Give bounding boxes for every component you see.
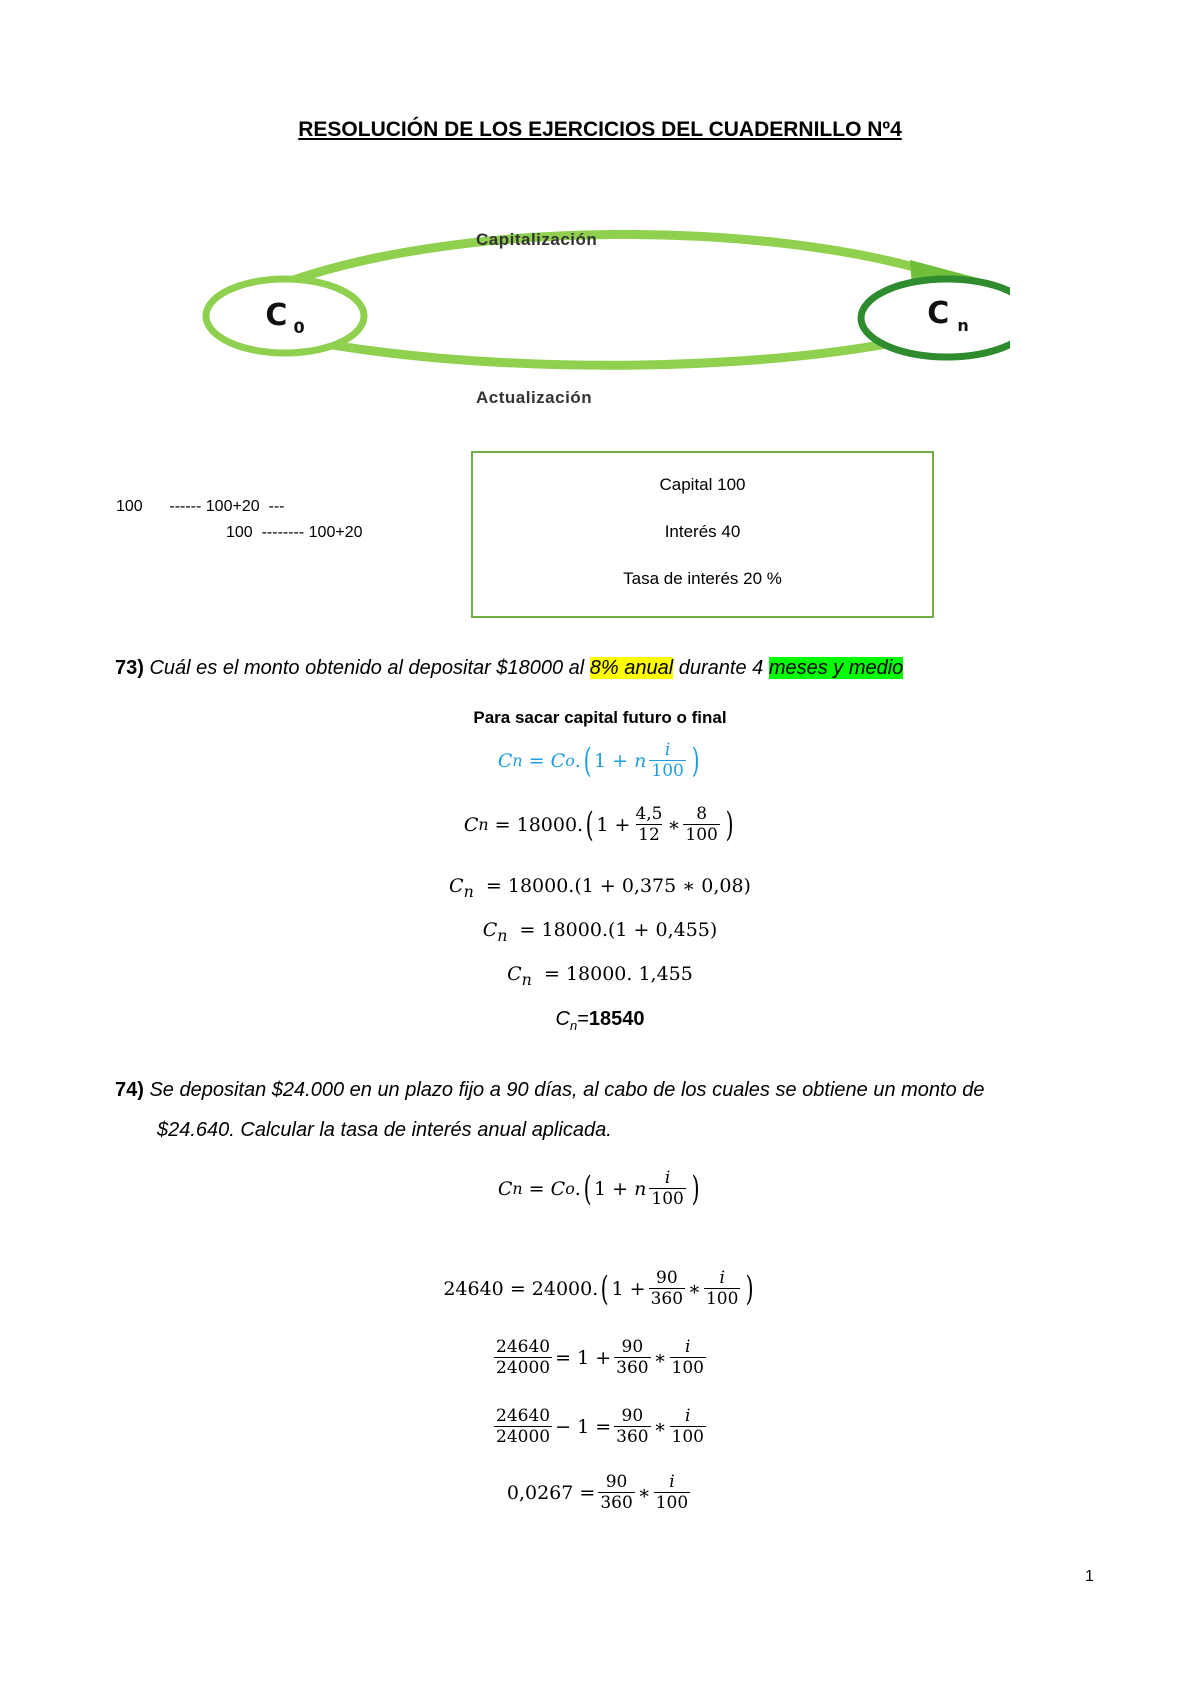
- q74-step-3: $\frac{24640}{24000}$ − 1 = $\frac{90}{360}$ ∗ $\frac{i}{100}$: [496, 1406, 704, 1447]
- capitalizacion-label: Capitalización: [476, 230, 598, 249]
- q74-number: 74): [115, 1079, 144, 1101]
- question-74: [115, 1070, 1105, 1110]
- c0-label-sub: 0: [293, 318, 305, 337]
- q73-step-5: $C_n = 18000$. 1,455: [507, 963, 693, 989]
- q73-subtitle: Para sacar capital futuro o final: [473, 708, 727, 727]
- q73-step-4: $C_n = 18000.(1 + 0,455)$: [482, 919, 718, 945]
- cn-label-sub: n: [957, 316, 969, 335]
- q73-number: 73): [115, 657, 144, 679]
- box-interes: Interés 40: [664, 522, 741, 541]
- flow-line-2: 100 -------- 100+20: [226, 524, 363, 541]
- q73-result: $C_n=18540$: [555, 1008, 645, 1033]
- q74-step-4: 0,0267 = $\frac{90}{360}$ ∗ $\frac{i}{100}$: [506, 1472, 689, 1513]
- bottom-arrow-arc: [290, 335, 930, 365]
- box-capital: Capital 100: [659, 475, 746, 494]
- top-arrow-arc: [285, 234, 935, 283]
- capital-info-box: [471, 451, 934, 618]
- q73-step-3: $C_n = 18000.(1 + 0,375$ ∗ 0,08): [449, 875, 751, 901]
- box-tasa: Tasa de interés 20 %: [623, 569, 782, 588]
- q73-step-2: C n = 18000. ( 1 + $\frac{4,5}{12}$ ∗ $\frac{8}{100}$ ): [463, 804, 734, 845]
- q73-text-a: Cuál es el monto obtenido al depositar $18000 al: [149, 657, 590, 679]
- q73-result-value: 18540: [588, 1008, 645, 1030]
- c0-label-main: C: [265, 298, 288, 333]
- question-73: [115, 648, 1105, 688]
- actualizacion-label: Actualización: [476, 388, 593, 407]
- q73-formula: C n = C o . ( 1 + n $\frac{i}{100}$ ): [497, 740, 700, 781]
- page-number: 1: [1085, 1568, 1094, 1585]
- q74-step-1: 24640 = 24000. ( 1 + $\frac{90}{360}$ ∗ $\frac{i}{100}$ ): [443, 1268, 755, 1309]
- q73-highlight-period: meses y medio: [768, 657, 904, 679]
- q73-highlight-rate: 8% anual: [589, 657, 674, 679]
- q74-line-1: Se depositan $24.000 en un plazo fijo a 90 días, al cabo de los cuales se obtiene un monto de: [149, 1079, 985, 1101]
- cn-label-main: C: [927, 296, 950, 331]
- flow-line-1: 100 ------ 100+20 ---: [116, 498, 285, 515]
- capitalization-diagram: [200, 225, 1010, 410]
- page-title: RESOLUCIÓN DE LOS EJERCICIOS DEL CUADERNILLO Nº4: [298, 118, 902, 141]
- q74-step-2: $\frac{24640}{24000}$ = 1 + $\frac{90}{360}$ ∗ $\frac{i}{100}$: [496, 1337, 704, 1378]
- question-74-cont: [157, 1110, 1097, 1150]
- q74-formula: C n = C o . ( 1 + n $\frac{i}{100}$ ): [497, 1168, 700, 1209]
- q73-text-b: durante 4: [673, 657, 769, 679]
- q74-line-2: $24.640. Calcular la tasa de interés anual aplicada.: [157, 1119, 612, 1141]
